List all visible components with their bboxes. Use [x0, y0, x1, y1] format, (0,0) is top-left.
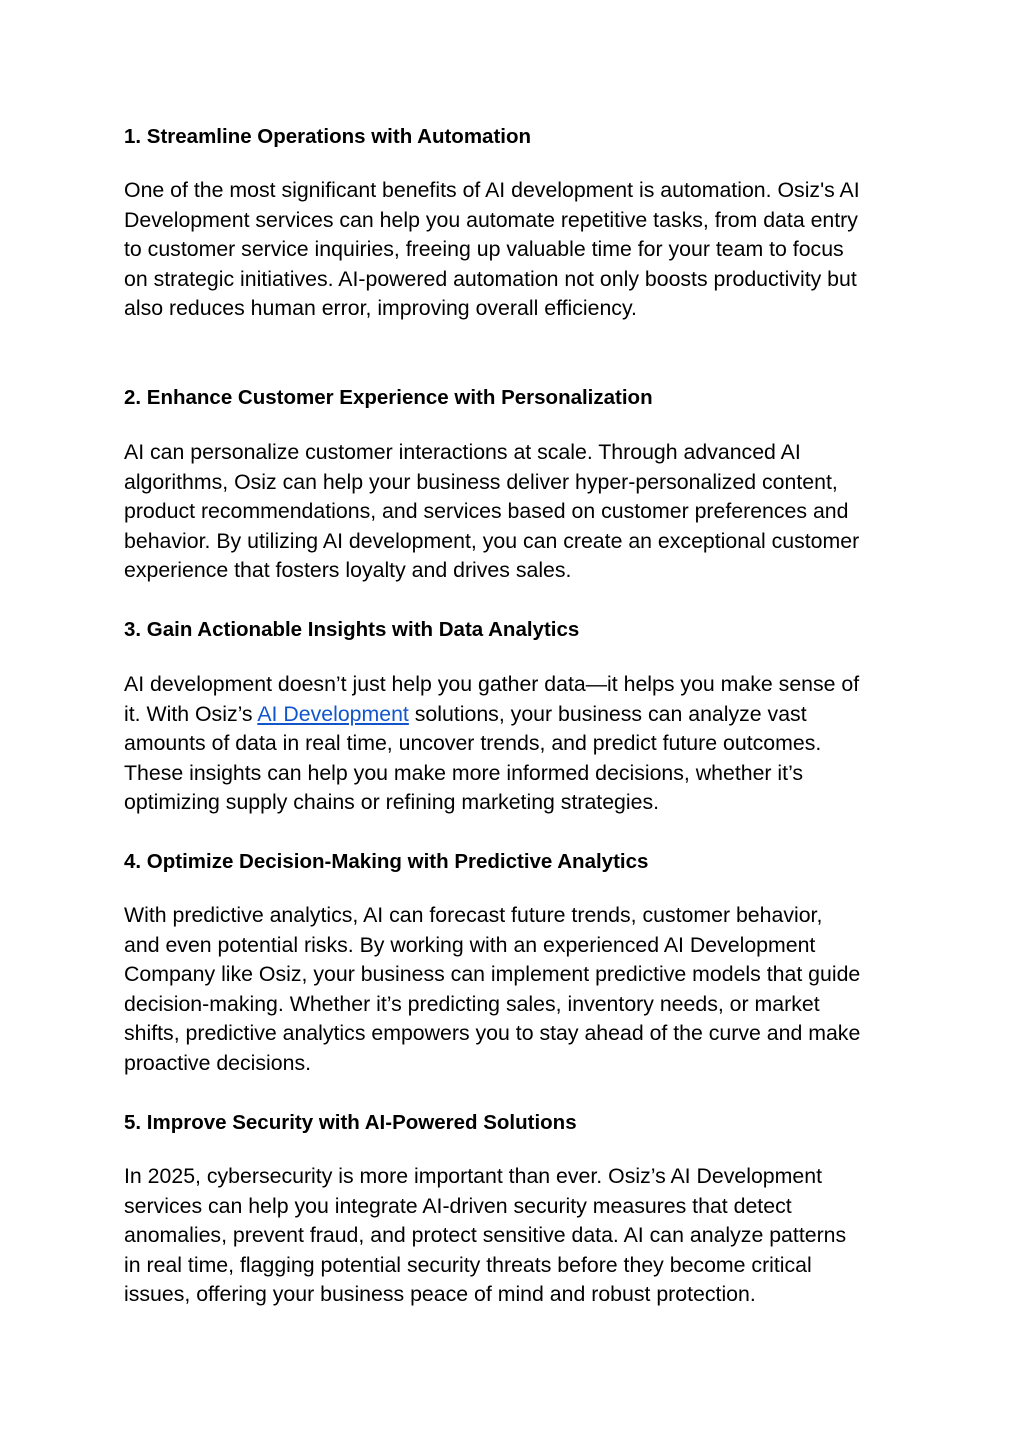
paragraph-line: amounts of data in real time, uncover trends, and predict future outcomes. [124, 731, 822, 756]
paragraph-line: anomalies, prevent fraud, and protect sensitive data. AI can analyze patterns [124, 1223, 847, 1248]
paragraph-line: issues, offering your business peace of mind and robust protection. [124, 1282, 756, 1307]
paragraph-line: decision-making. Whether it’s predicting sales, inventory needs, or market [124, 991, 820, 1016]
paragraph-line: experience that fosters loyalty and drives sales. [124, 558, 572, 583]
section-2-heading: 2. Enhance Customer Experience with Personalization [124, 386, 653, 409]
paragraph-line: product recommendations, and services based on customer preferences and [124, 499, 849, 524]
paragraph-line: and even potential risks. By working with an experienced AI Development [124, 932, 816, 957]
paragraph-line: to customer service inquiries, freeing up valuable time for your team to focus [124, 237, 844, 262]
paragraph-line: In 2025, cybersecurity is more important than ever. Osiz’s AI Development [124, 1164, 822, 1188]
section-2-paragraph [124, 438, 859, 586]
ai-development-link[interactable]: AI Development [257, 701, 409, 726]
paragraph-line: AI can personalize customer interactions at scale. Through advanced AI [124, 440, 801, 464]
paragraph-line: algorithms, Osiz can help your business deliver hyper-personalized content, [124, 469, 838, 494]
paragraph-line: Development services can help you automate repetitive tasks, from data entry [124, 207, 858, 232]
paragraph-line: These insights can help you make more informed decisions, whether it’s [124, 760, 804, 785]
paragraph-line: With predictive analytics, AI can forecast future trends, customer behavior, [124, 903, 823, 927]
paragraph-line: services can help you integrate AI-driven security measures that detect [124, 1193, 792, 1218]
paragraph-line: on strategic initiatives. AI-powered automation not only boosts productivity but [124, 266, 857, 291]
section-4-paragraph [124, 901, 860, 1079]
section-3-paragraph [124, 670, 859, 818]
section-1-paragraph [124, 176, 860, 324]
paragraph-line: shifts, predictive analytics empowers you to stay ahead of the curve and make [124, 1021, 861, 1046]
paragraph-line-with-link [124, 700, 859, 730]
paragraph-line: proactive decisions. [124, 1050, 312, 1075]
paragraph-line: One of the most significant benefits of AI development is automation. Osiz's AI [124, 178, 860, 202]
section-3-heading: 3. Gain Actionable Insights with Data Analytics [124, 618, 580, 641]
paragraph-line: also reduces human error, improving overall efficiency. [124, 296, 637, 321]
link-suffix-text: solutions, your business can analyze vast [408, 701, 807, 726]
section-5-heading: 5. Improve Security with AI-Powered Solutions [124, 1111, 577, 1134]
section-5-paragraph [124, 1162, 846, 1310]
link-prefix-text: it. With Osiz’s [124, 701, 258, 726]
paragraph-line: AI development doesn’t just help you gather data—it helps you make sense of [124, 672, 860, 696]
paragraph-line: in real time, flagging potential security threats before they become critical [124, 1252, 812, 1277]
paragraph-line: Company like Osiz, your business can implement predictive models that guide [124, 962, 861, 987]
paragraph-line: behavior. By utilizing AI development, you can create an exceptional customer [124, 528, 860, 553]
paragraph-line: optimizing supply chains or refining marketing strategies. [124, 790, 660, 815]
section-1-heading: 1. Streamline Operations with Automation [124, 125, 532, 148]
section-4-heading: 4. Optimize Decision-Making with Predictive Analytics [124, 850, 649, 873]
